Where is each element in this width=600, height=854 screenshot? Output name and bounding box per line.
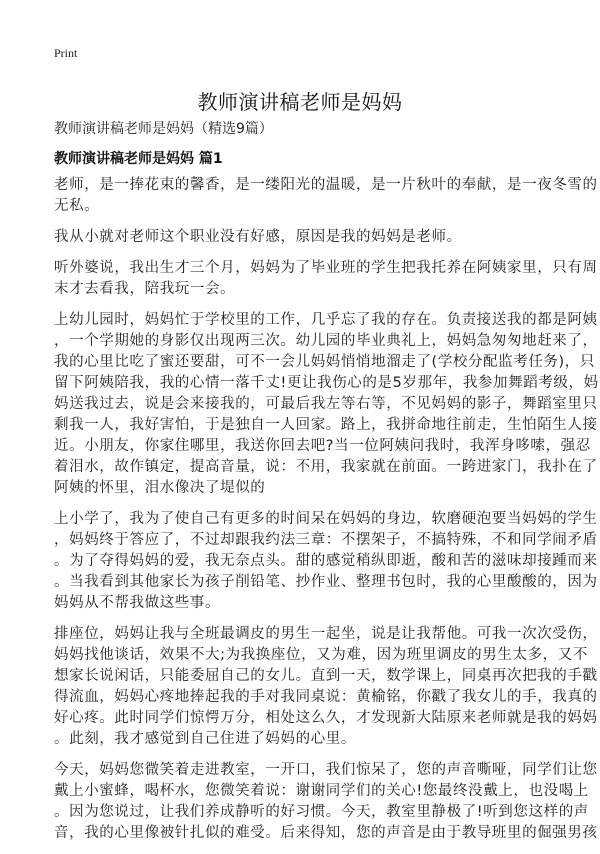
text-line: 近。小朋友，你家住哪里，我送你回去吧?当一位阿姨问我时，我浑身哆嗦，强忍 xyxy=(54,438,591,454)
text-line: 妈送我过去，说是会来接我的，可最后我左等右等，不见妈妈的影子，舞蹈室里只 xyxy=(54,396,598,412)
text-line: 无私。 xyxy=(54,198,100,214)
paragraph xyxy=(54,258,598,300)
paragraph xyxy=(54,310,599,499)
text-line: 上小学了，我为了使自己有更多的时间呆在妈妈的身边，软磨硬泡要当妈妈的学生 xyxy=(54,511,598,527)
text-line: 。此刻，我才感觉到自己住进了妈妈的心里。 xyxy=(54,731,356,747)
document-title: 教师演讲稿老师是妈妈 xyxy=(197,90,403,114)
text-line: 。为了夺得妈妈的爱，我无奈点头。甜的感觉稍纵即逝，酸和苦的滋味却接踵而来 xyxy=(54,553,598,569)
text-line: 想家长说闲话，只能委屈自己的女儿。直到一天，数学课上，同桌再次把我的手戳 xyxy=(54,668,598,684)
paragraph xyxy=(54,175,598,217)
document-subtitle: 教师演讲稿老师是妈妈（精选9篇） xyxy=(54,121,273,137)
text-line: 音，我的心里像被针扎似的难受。后来得知，您的声音是由于教导班里的倔强男孩 xyxy=(54,825,598,841)
paragraph xyxy=(54,624,598,750)
text-line: 我的心里比吃了蜜还要甜，可不一会儿妈妈悄悄地溜走了(学校分配监考任务)，只 xyxy=(54,354,596,370)
paragraph xyxy=(54,760,598,844)
paragraph xyxy=(54,227,554,248)
text-line: 妈妈从不帮我做这些事。 xyxy=(54,595,221,611)
text-line: 妈妈找他谈话，效果不大;为我换座位，又为难，因为班里调皮的男生太多，又不 xyxy=(54,647,588,663)
text-line: 剩我一人，我好害怕，于是独自一人回家。路上，我拼命地往前走，生怕陌生人接 xyxy=(54,417,598,433)
text-line: 我从小就对老师这个职业没有好感，原因是我的妈妈是老师。 xyxy=(54,229,462,245)
text-line: 上幼儿园时，妈妈忙于学校里的工作，几乎忘了我的存在。负责接送我的都是阿姨 xyxy=(54,312,598,328)
text-line: 今天，妈妈您微笑着走进教室，一开口，我们惊呆了，您的声音嘶哑，同学们让您 xyxy=(54,762,598,778)
text-line: 老师，是一捧花束的馨香，是一缕阳光的温暖，是一片秋叶的奉献，是一夜冬雪的 xyxy=(54,177,598,193)
text-line: 得流血，妈妈心疼地捧起我的手对我同桌说：黄榆铭，你戳了我女儿的手，我真的 xyxy=(54,689,598,705)
text-line: 戴上小蜜蜂，喝杯水，您微笑着说：谢谢同学们的关心!您最终没戴上，也没喝上 xyxy=(54,783,589,799)
text-line: 听外婆说，我出生才三个月，妈妈为了毕业班的学生把我托养在阿姨家里，只有周 xyxy=(54,260,598,276)
text-line: 。因为您说过，让我们养成静听的好习惯。今天，教室里静极了!听到您这样的声 xyxy=(54,804,589,820)
text-line: 好心疼。此时同学们惊愕万分，相处这么久，才发现新大陆原来老师就是我的妈妈 xyxy=(54,710,598,726)
text-line: 排座位，妈妈让我与全班最调皮的男生一起坐，说是让我帮他。可我一次次受伤， xyxy=(54,626,598,642)
text-line: 留下阿姨陪我，我的心情一落千丈!更让我伤心的是5岁那年，我参加舞蹈考级，妈 xyxy=(54,375,599,391)
paragraph xyxy=(54,509,598,614)
text-line: ，一个学期她的身影仅出现两三次。幼儿园的毕业典礼上，妈妈急匆匆地赶来了， xyxy=(54,333,598,349)
text-line: 着泪水，故作镇定，提高音量，说：不用，我家就在前面。一跨进家门，我扑在了 xyxy=(54,459,598,475)
text-line: 末才去看我，陪我玩一会。 xyxy=(54,281,236,297)
section-heading: 教师演讲稿老师是妈妈 篇1 xyxy=(54,151,223,167)
print-link[interactable]: Print xyxy=(54,46,78,60)
text-line: ，妈妈终于答应了，不过却跟我约法三章：不摆架子，不搞特殊，不和同学闹矛盾 xyxy=(54,532,598,548)
text-line: 阿姨的怀里，泪水像决了堤似的 xyxy=(54,480,266,496)
text-line: 。当我看到其他家长为孩子削铅笔、抄作业、整理书包时，我的心里酸酸的，因为 xyxy=(54,574,598,590)
document-body xyxy=(54,175,599,854)
